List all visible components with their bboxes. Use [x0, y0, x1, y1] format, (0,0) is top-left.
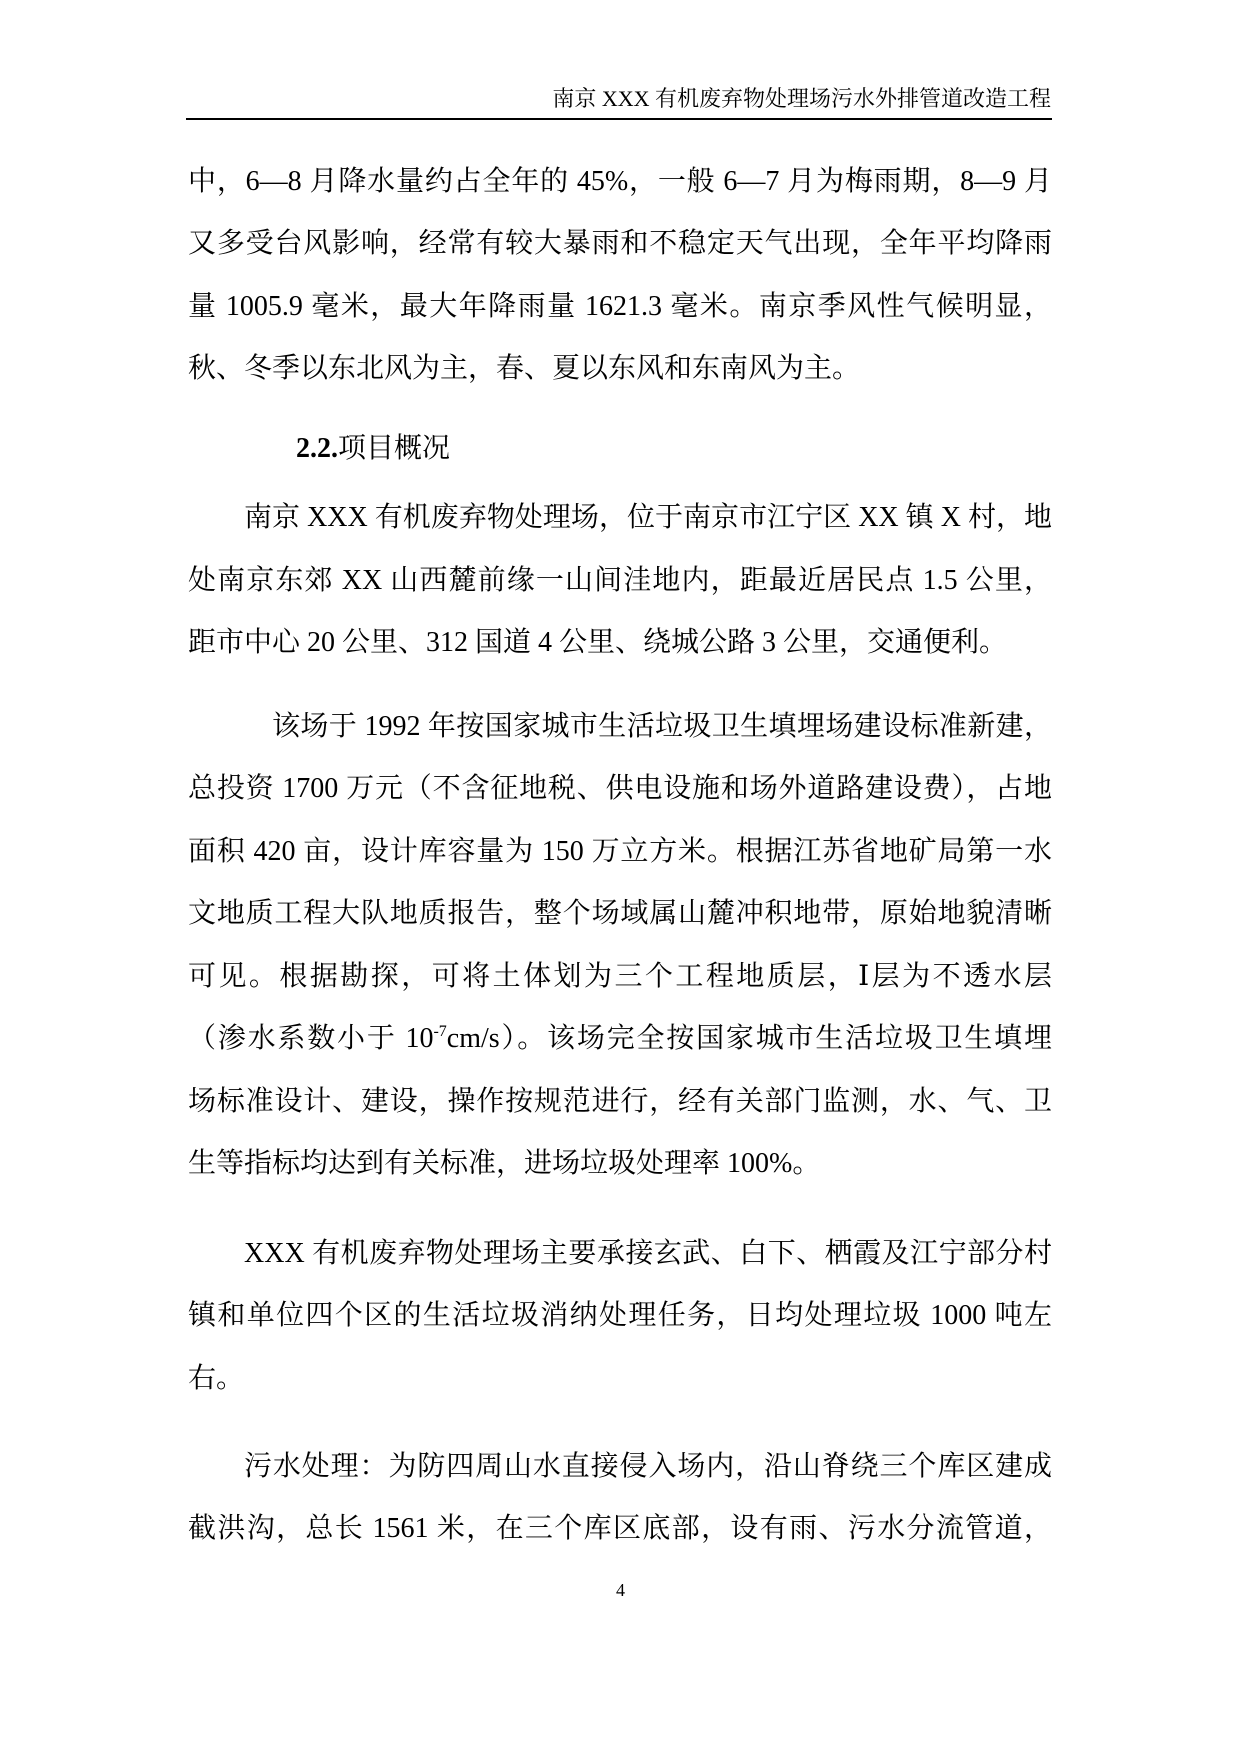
text-line: 镇和单位四个区的生活垃圾消纳处理任务，日均处理垃圾 1000 吨左: [188, 1300, 1052, 1331]
section-number: 2.2.: [296, 433, 338, 464]
superscript-exponent: -7: [433, 1023, 447, 1040]
text-line: 距市中心 20 公里、312 国道 4 公里、绕城公路 3 公里，交通便利。: [188, 627, 1008, 658]
text-line: 场标准设计、建设，操作按规范进行，经有关部门监测，水、气、卫: [188, 1086, 1052, 1117]
text-fragment: （渗水系数小于 10: [188, 1023, 434, 1054]
text-line: 南京 XXX 有机废弃物处理场，位于南京市江宁区 XX 镇 X 村，地: [244, 502, 1052, 533]
text-line: 污水处理：为防四周山水直接侵入场内，沿山脊绕三个库区建成: [244, 1451, 1052, 1482]
page-number: 4: [616, 1580, 625, 1600]
text-line: 截洪沟，总长 1561 米，在三个库区底部，设有雨、污水分流管道，: [188, 1513, 1052, 1544]
text-fragment: cm/s）。该场完全按国家城市生活垃圾卫生填埋: [446, 1023, 1052, 1054]
text-line: [188, 1008, 1052, 1070]
section-heading: [296, 418, 796, 480]
text-line: 右。: [188, 1363, 245, 1394]
text-line: 秋、冬季以东北风为主，春、夏以东风和东南风为主。: [188, 353, 861, 384]
text-line: 面积 420 亩，设计库容量为 150 万立方米。根据江苏省地矿局第一水: [188, 836, 1052, 867]
text-line: 生等指标均达到有关标准，进场垃圾处理率 100%。: [188, 1148, 821, 1179]
running-header: 南京 XXX 有机废弃物处理场污水外排管道改造工程: [552, 86, 1051, 111]
text-line: 量 1005.9 毫米，最大年降雨量 1621.3 毫米。南京季风性气候明显，: [188, 291, 1052, 322]
text-line: XXX 有机废弃物处理场主要承接玄武、白下、栖霞及江宁部分村: [244, 1238, 1052, 1269]
text-line: 总投资 1700 万元（不含征地税、供电设施和场外道路建设费），占地: [188, 773, 1052, 804]
text-line: 该场于 1992 年按国家城市生活垃圾卫生填埋场建设标准新建，: [272, 711, 1052, 742]
text-line: 又多受台风影响，经常有较大暴雨和不稳定天气出现，全年平均降雨: [188, 228, 1052, 259]
text-line: 中，6—8 月降水量约占全年的 45%，一般 6—7 月为梅雨期，8—9 月: [188, 166, 1052, 197]
text-line: 文地质工程大队地质报告，整个场域属山麓冲积地带，原始地貌清晰: [188, 898, 1052, 929]
text-line: 处南京东郊 XX 山西麓前缘一山间洼地内，距最近居民点 1.5 公里，: [188, 565, 1052, 596]
section-title: 项目概况: [338, 433, 451, 464]
header-rule: [186, 118, 1052, 120]
text-line: 可见。根据勘探，可将土体划为三个工程地质层，Ⅰ层为不透水层: [188, 961, 1052, 992]
